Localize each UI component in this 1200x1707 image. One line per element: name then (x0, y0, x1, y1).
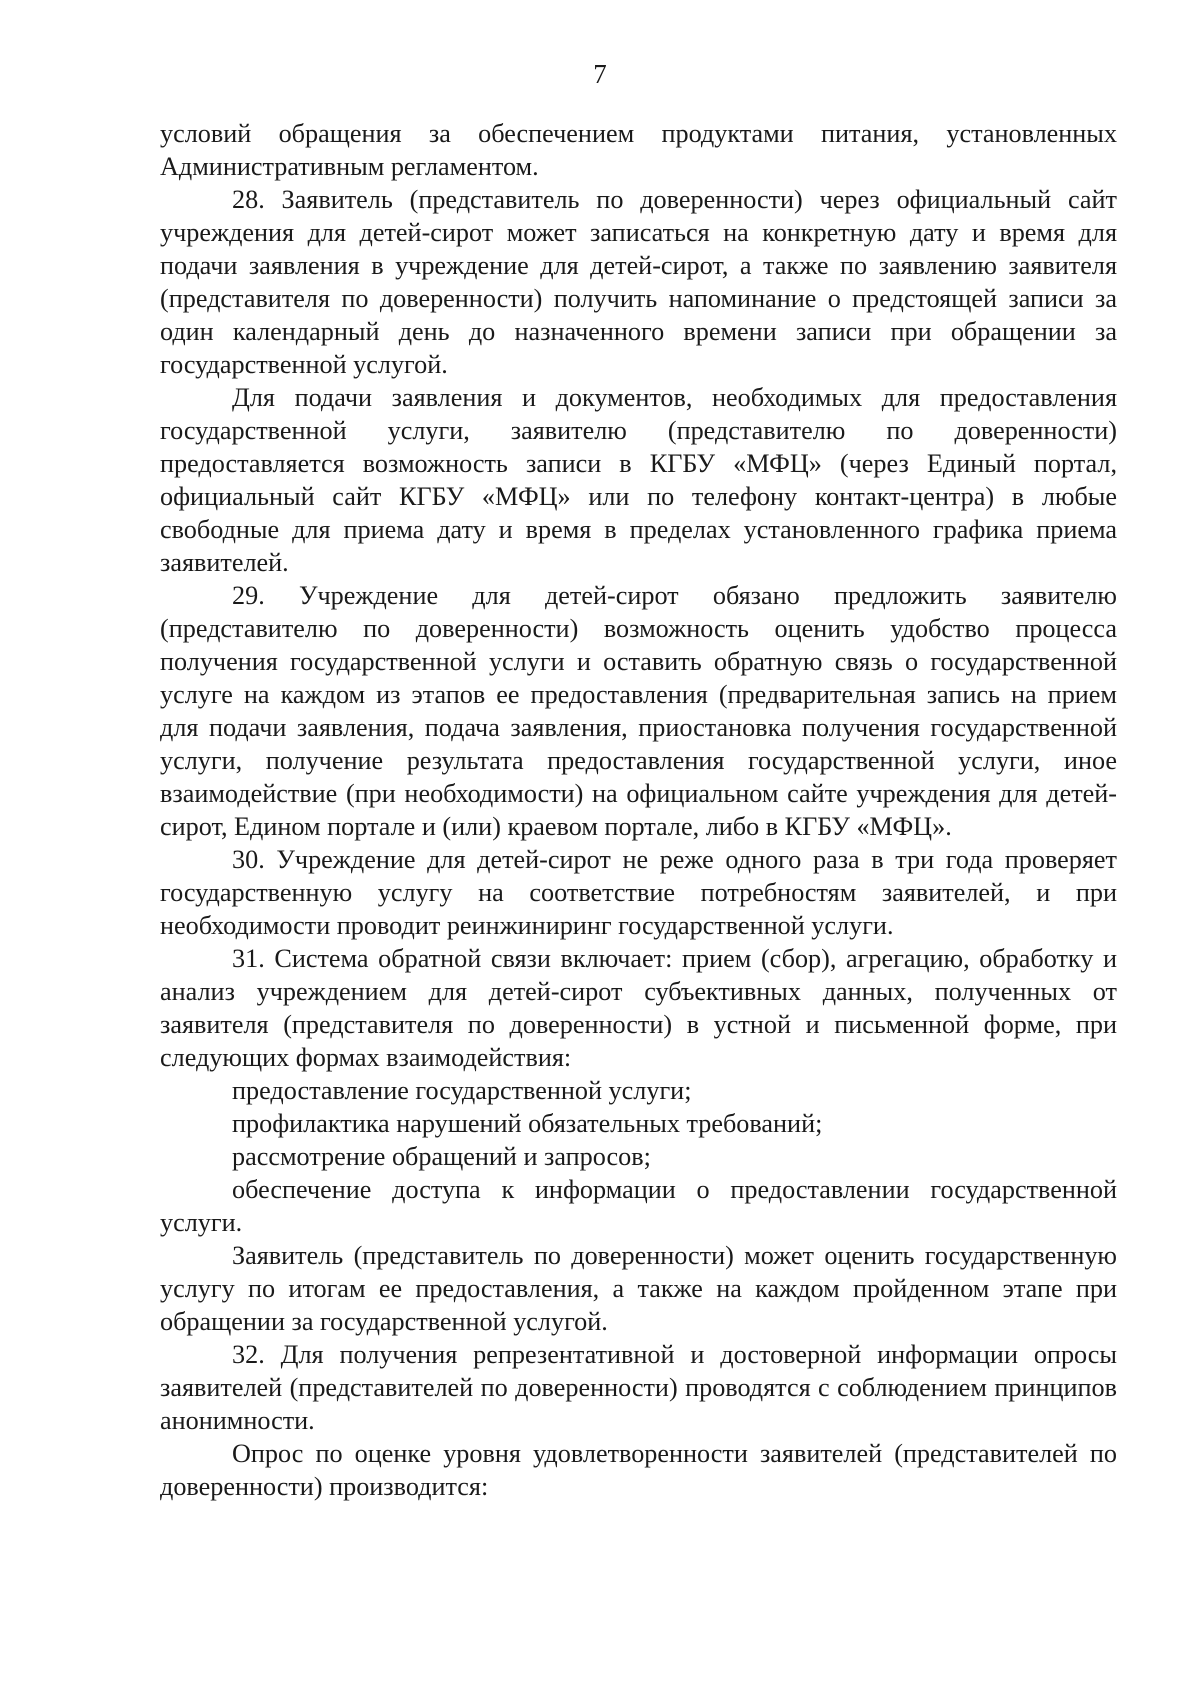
document-body (160, 117, 1117, 1503)
paragraph-31-assessment: Заявитель (представитель по доверенности) может оценить государственную услугу по итогам ее предоставления, а также на каждом пройденном этапе при обращении за государственной услугой. (160, 1241, 1117, 1336)
paragraph-28: 28. Заявитель (представитель по доверенности) через официальный сайт учреждения для детей-сирот может записаться на конкретную дату и время для подачи заявления в учреждение для детей-сирот, а также по заявлению заявителя (представителя по доверенности) получить напоминание о предстоящей записи за один календарный день до назначенного времени записи при обращении за государственной услугой. (160, 185, 1117, 379)
list-item: обеспечение доступа к информации о предоставлении государственной услуги. (160, 1175, 1117, 1237)
paragraph-28-mfc-booking: Для подачи заявления и документов, необходимых для предоставления государственной услуги, заявителю (представителю по доверенности) предоставляется возможность записи в КГБУ «МФЦ» (через Единый портал, официальный сайт КГБУ «МФЦ» или по телефону контакт-центра) в любые свободные для приема дату и время в пределах установленного графика приема заявителей. (160, 383, 1117, 577)
paragraph-31: 31. Система обратной связи включает: прием (сбор), агрегацию, обработку и анализ учреждением для детей-сирот субъективных данных, полученных от заявителя (представителя по доверенности) в устной и письменной форме, при следующих формах взаимодействия: (160, 944, 1117, 1072)
paragraph-29: 29. Учреждение для детей-сирот обязано предложить заявителю (представителю по доверенности) возможность оценить удобство процесса получения государственной услуги и оставить обратную связь о государственной услуге на каждом из этапов ее предоставления (предварительная запись на прием для подачи заявления, подача заявления, приостановка получения государственной услуги, получение результата предоставления государственной услуги, иное взаимодействие (при необходимости) на официальном сайте учреждения для детей-сирот, Едином портале и (или) краевом портале, либо в КГБУ «МФЦ». (160, 581, 1117, 841)
paragraph-continuation: условий обращения за обеспечением продуктами питания, установленных Административным регламентом. (160, 119, 1117, 181)
list-item: профилактика нарушений обязательных требований; (232, 1109, 823, 1138)
list-item: предоставление государственной услуги; (232, 1076, 692, 1105)
paragraph-32: 32. Для получения репрезентативной и достоверной информации опросы заявителей (представителей по доверенности) проводятся с соблюдением принципов анонимности. (160, 1340, 1117, 1435)
paragraph-32-survey: Опрос по оценке уровня удовлетворенности заявителей (представителей по доверенности) производится: (160, 1439, 1117, 1501)
page-number: 7 (593, 59, 607, 89)
paragraph-30: 30. Учреждение для детей-сирот не реже одного раза в три года проверяет государственную услугу на соответствие потребностям заявителей, и при необходимости проводит реинжиниринг государственной услуги. (160, 845, 1117, 940)
list-item: рассмотрение обращений и запросов; (232, 1142, 651, 1171)
